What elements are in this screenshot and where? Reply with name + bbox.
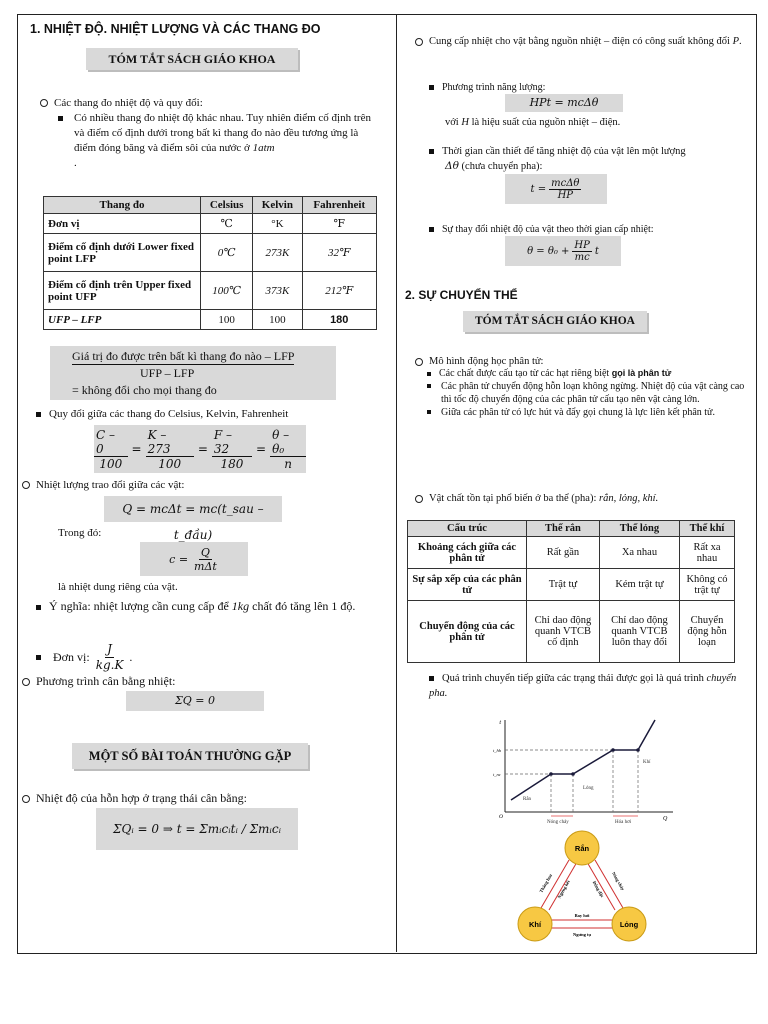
box-equals: = không đổi cho mọi thang đo: [72, 383, 217, 397]
table-cell: Khoảng cách giữa các phân tử: [408, 537, 527, 569]
phase-item: Quá trình chuyển tiếp giữa các trạng thái được gọi là quá trình chuyển pha.: [429, 673, 737, 699]
summary-banner-2: TÓM TẮT SÁCH GIÁO KHOA: [463, 311, 647, 332]
supply-item: Cung cấp nhiệt cho vật bằng nguồn nhiệt – điện có công suất không đổi P.: [415, 34, 751, 49]
convert-item: Quy đổi giữa các thang đo Celsius, Kelvin, Fahrenheit: [36, 407, 288, 422]
formula-part: 100: [158, 456, 182, 471]
condensation-label: Ngưng tụ: [572, 932, 592, 937]
table-cell: 373K: [253, 272, 302, 310]
formula-part: θ – θ₀: [270, 428, 306, 457]
table-cell: Đơn vị: [44, 214, 201, 234]
freezing-arrow: [587, 862, 615, 910]
table-cell: Chuyển động của các phân tử: [408, 601, 527, 663]
conversion-formula: $\frac{C - 0}{100}$ = $\frac{K - 273}{100}$ = $\frac{F - 32}{180}$ = $\frac{\text{θ – θ₀}}{n}$: [94, 425, 306, 473]
formula-part: HP: [574, 239, 590, 251]
formula-part: 180: [220, 456, 244, 471]
unit-line: Đơn vị: $\frac{J}{kg.K}$ .: [36, 642, 132, 673]
sublimation-label: Thăng hoa: [538, 873, 554, 894]
curve-point: [611, 748, 615, 752]
table-cell: ℃: [201, 214, 253, 234]
table-cell: 0℃: [201, 234, 253, 272]
phase-cycle-diagram: [507, 826, 657, 952]
scales-desc: Có nhiều thang đo nhiệt độ khác nhau. Tuy nhiên điểm cố định trên và điểm cố định dưới trong bất kì thang đo nào đều tương ứng là điểm đóng băng và điểm sôi của nước ở 1atm .: [58, 111, 380, 171]
table-cell: Trật tự: [527, 569, 600, 601]
table-header: Kelvin: [253, 197, 302, 214]
formula-part: mΔt: [194, 559, 217, 573]
formula-part: c =: [169, 552, 189, 566]
table-cell: Sự sắp xếp của các phân tử: [408, 569, 527, 601]
table-cell: 273K: [253, 234, 302, 272]
melting-cycle-label: Nóng chảy: [611, 871, 626, 892]
table-cell: 100: [201, 310, 253, 330]
summary-banner: TÓM TẮT SÁCH GIÁO KHOA: [86, 48, 298, 70]
kinetic-point: Giữa các phân tử có lực hút và đẩy gọi chung là lực liên kết phân tử.: [427, 406, 753, 419]
table-cell: ℉: [302, 214, 377, 234]
formula-part: J: [107, 642, 112, 656]
energy-eq-item: Phương trình năng lượng:: [429, 80, 545, 95]
gas-label: Khí: [643, 760, 651, 765]
formula-part: HP: [557, 189, 574, 201]
balance-item: Phương trình cân bằng nhiệt:: [22, 674, 176, 689]
table-cell: 32℉: [302, 234, 377, 272]
theta-formula: θ = θ₀ + $\frac{HP}{mc}$ t: [505, 236, 621, 266]
table-cell: Rất gần: [527, 537, 600, 569]
table-cell: Xa nhau: [599, 537, 679, 569]
energy-note: với H là hiệu suất của nguồn nhiệt – điện.: [445, 117, 621, 128]
box-numerator: Giá trị đo được trên bất kì thang đo nào – LFP: [72, 349, 295, 363]
evaporation-label: Bay hơi: [574, 913, 590, 918]
section-heading-1: 1. NHIỆT ĐỘ. NHIỆT LƯỢNG VÀ CÁC THANG ĐO: [30, 22, 321, 36]
heat-item: Nhiệt lượng trao đổi giữa các vật:: [22, 478, 184, 493]
formula-part: mc: [574, 251, 590, 263]
table-header: Thang đo: [44, 197, 201, 214]
time-item: Thời gian cần thiết để tăng nhiệt độ của vật lên một lượng Δθ (chưa chuyển pha):: [429, 144, 749, 174]
temp-change-item: Sự thay đổi nhiệt độ của vật theo thời gian cấp nhiệt:: [429, 222, 654, 237]
kinetic-point: Các phân tử chuyển động hỗn loạn không ngừng. Nhiệt độ của vật càng cao thì tốc độ chuyển động của các phân tử cấu tạo nên vật càng lớn.: [427, 380, 753, 406]
liquid-node-label: Lỏng: [619, 920, 639, 929]
formula-part: 100: [99, 456, 123, 471]
table-cell: 212℉: [302, 272, 377, 310]
meaning-text: Ý nghĩa: nhiệt lượng cần cung cấp để 1kg chất đó tăng lên 1 độ.: [36, 597, 382, 616]
table-cell: Rất xa nhau: [680, 537, 735, 569]
table-cell: Chỉ dao động quanh VTCB cố định: [527, 601, 600, 663]
column-divider: [396, 14, 397, 952]
table-cell: Điểm cố định trên Upper fixed point UFP: [44, 272, 201, 310]
table-cell: Chỉ dao động quanh VTCB luôn thay đổi: [599, 601, 679, 663]
table-cell: 180: [302, 310, 377, 330]
energy-formula: HPt = mcΔθ: [505, 94, 623, 112]
heat-formula: Q = mcΔt = mc(t_sau – t_đầu): [104, 496, 282, 522]
origin-label: O: [499, 814, 503, 820]
time-formula: t = $\frac{\text{mcΔθ}}{HP}$: [505, 174, 607, 204]
liquid-label: Lỏng: [583, 786, 594, 791]
freezing-label: Đông đặc: [591, 880, 605, 899]
specific-heat-text: là nhiệt dung riêng của vật.: [58, 581, 178, 593]
curve-point: [636, 748, 640, 752]
balance-formula: ΣQ = 0: [126, 691, 264, 711]
table-header: Thể rắn: [527, 521, 600, 537]
table-cell: UFP – LFP: [44, 310, 201, 330]
specific-heat-formula: [140, 542, 248, 576]
table-cell: Không có trật tự: [680, 569, 735, 601]
states-item: Vật chất tồn tại phổ biến ở ba thể (pha): rắn, lỏng, khí.: [415, 491, 658, 506]
table-cell: Điểm cố định dưới Lower fixed point LFP: [44, 234, 201, 272]
table-cell: Chuyển động hỗn loạn: [680, 601, 735, 663]
scale-invariant-box: [50, 346, 336, 400]
table-cell: 100: [253, 310, 302, 330]
q-axis-label: Q: [663, 816, 668, 822]
formula-part: n: [284, 456, 292, 471]
solid-node-label: Rắn: [574, 844, 590, 853]
table-header: Celsius: [201, 197, 253, 214]
curve-point: [571, 772, 575, 776]
states-table: [407, 520, 735, 663]
table-header: Thể khí: [680, 521, 735, 537]
kinetic-list: [427, 367, 753, 419]
melt-temp-label: t_nc: [493, 772, 501, 777]
formula-part: F – 32: [212, 428, 252, 457]
deposition-label: Ngưng kết: [556, 879, 571, 900]
formula-part: kg.K: [95, 658, 124, 672]
scales-item: Các thang đo nhiệt độ và quy đổi:: [40, 96, 203, 111]
mix-formula: ΣQᵢ = 0 ⇒ t = Σmᵢcᵢtᵢ / Σmᵢcᵢ: [96, 808, 298, 850]
table-cell: 100℃: [201, 272, 253, 310]
box-denominator: UFP – LFP: [140, 366, 195, 380]
curve-point: [549, 772, 553, 776]
kinetic-point: Các chất được cấu tạo từ các hạt riêng biệt gọi là phân tử: [427, 367, 753, 380]
table-header: Thể lỏng: [599, 521, 679, 537]
section-heading-2: 2. SỰ CHUYỂN THỂ: [405, 288, 518, 302]
where-label: Trong đó:: [58, 527, 102, 539]
solid-label: Rắn: [523, 797, 532, 802]
gas-node-label: Khí: [528, 920, 542, 929]
table-cell: °K: [253, 214, 302, 234]
table-header: Fahrenheit: [302, 197, 377, 214]
heating-curve-graph: [493, 714, 683, 824]
temperature-scales-table: [43, 196, 377, 330]
formula-part: mcΔθ: [551, 177, 580, 189]
kinetic-item: Mô hình động học phân tử:: [415, 354, 543, 369]
melting-label: Nóng chảy: [547, 820, 569, 824]
vaporization-label: Hóa hơi: [615, 820, 632, 824]
boil-temp-label: t_hh: [493, 748, 502, 753]
formula-part: Q: [200, 545, 210, 559]
mix-item: Nhiệt độ của hỗn hợp ở trạng thái cân bằng:: [22, 791, 247, 806]
t-axis-label: t: [499, 720, 501, 726]
formula-part: K – 273: [146, 428, 194, 457]
formula-part: C – 0: [94, 428, 128, 457]
table-cell: Kém trật tự: [599, 569, 679, 601]
table-header: Cấu trúc: [408, 521, 527, 537]
problems-banner: MỘT SỐ BÀI TOÁN THƯỜNG GẶP: [72, 743, 308, 769]
